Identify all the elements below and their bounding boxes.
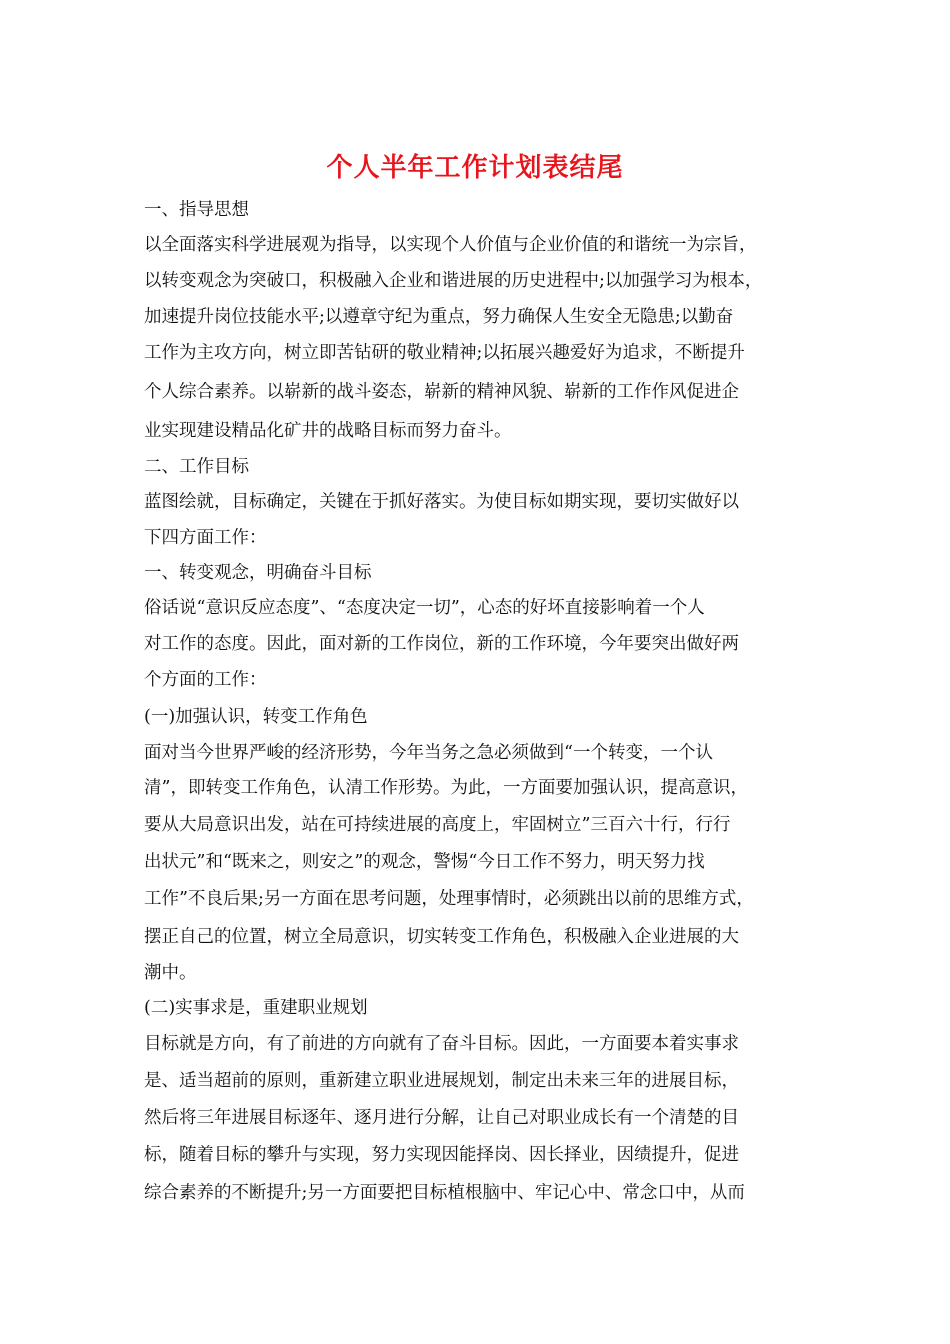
- paragraph-line: 以全面落实科学进展观为指导，以实现个人价值与企业价值的和谐统一为宗旨，: [144, 235, 757, 255]
- paragraph-line: 要从大局意识出发，站在可持续进展的高度上，牢固树立”三百六十行，行行: [144, 815, 731, 835]
- paragraph-line: 下四方面工作：: [144, 528, 267, 548]
- paragraph-line: 是、适当超前的原则，重新建立职业进展规划，制定出未来三年的进展目标，: [144, 1071, 739, 1091]
- paragraph-line: 然后将三年进展目标逐年、逐月进行分解，让自己对职业成长有一个清楚的目: [144, 1108, 739, 1128]
- paragraph-line: 对工作的态度。因此，面对新的工作岗位，新的工作环境，今年要突出做好两: [144, 634, 739, 654]
- paragraph-line: 业实现建设精品化矿井的战略目标而努力奋斗。: [144, 421, 512, 441]
- paragraph-line: 个方面的工作：: [144, 670, 267, 690]
- paragraph-line: 个人综合素养。以崭新的战斗姿态，崭新的精神风貌、崭新的工作作风促进企: [144, 382, 739, 402]
- subsection-heading: (二)实事求是，重建职业规划: [144, 998, 368, 1018]
- subsection-heading: 一、转变观念，明确奋斗目标: [144, 563, 372, 583]
- paragraph-line: 面对当今世界严峻的经济形势，今年当务之急必须做到“一个转变，一个认: [144, 743, 713, 763]
- section-heading-guiding-ideology: 一、指导思想: [144, 200, 249, 220]
- document-title: 个人半年工作计划表结尾: [326, 153, 624, 183]
- paragraph-line: 标，随着目标的攀升与实现，努力实现因能择岗、因长择业，因绩提升，促进: [144, 1145, 739, 1165]
- subsection-heading: (一)加强认识，转变工作角色: [144, 707, 368, 727]
- paragraph-line: 蓝图绘就，目标确定，关键在于抓好落实。为使目标如期实现，要切实做好以: [144, 492, 739, 512]
- paragraph-line: 加速提升岗位技能水平;以遵章守纪为重点，努力确保人生安全无隐患;以勤奋: [144, 307, 734, 327]
- paragraph-line: 工作”不良后果;另一方面在思考问题，处理事情时，必须跳出以前的思维方式，: [144, 889, 754, 909]
- paragraph-line: 出状元”和“既来之，则安之”的观念，警惕“今日工作不努力，明天努力找: [144, 852, 705, 872]
- paragraph-line: 俗话说“意识反应态度”、“态度决定一切”，心态的好坏直接影响着一个人: [144, 598, 705, 618]
- section-heading-work-goals: 二、工作目标: [144, 457, 249, 477]
- paragraph-line: 潮中。: [144, 963, 197, 983]
- paragraph-line: 以转变观念为突破口，积极融入企业和谐进展的历史进程中;以加强学习为根本，: [144, 271, 763, 291]
- paragraph-line: 摆正自己的位置，树立全局意识，切实转变工作角色，积极融入企业进展的大: [144, 927, 739, 947]
- paragraph-line: 清”，即转变工作角色，认清工作形势。为此，一方面要加强认识，提高意识，: [144, 778, 748, 798]
- paragraph-line: 综合素养的不断提升;另一方面要把目标植根脑中、牢记心中、常念口中，从而: [144, 1183, 745, 1203]
- paragraph-line: 工作为主攻方向，树立即苦钻研的敬业精神;以拓展兴趣爱好为追求，不断提升: [144, 343, 745, 363]
- paragraph-line: 目标就是方向，有了前进的方向就有了奋斗目标。因此，一方面要本着实事求: [144, 1034, 739, 1054]
